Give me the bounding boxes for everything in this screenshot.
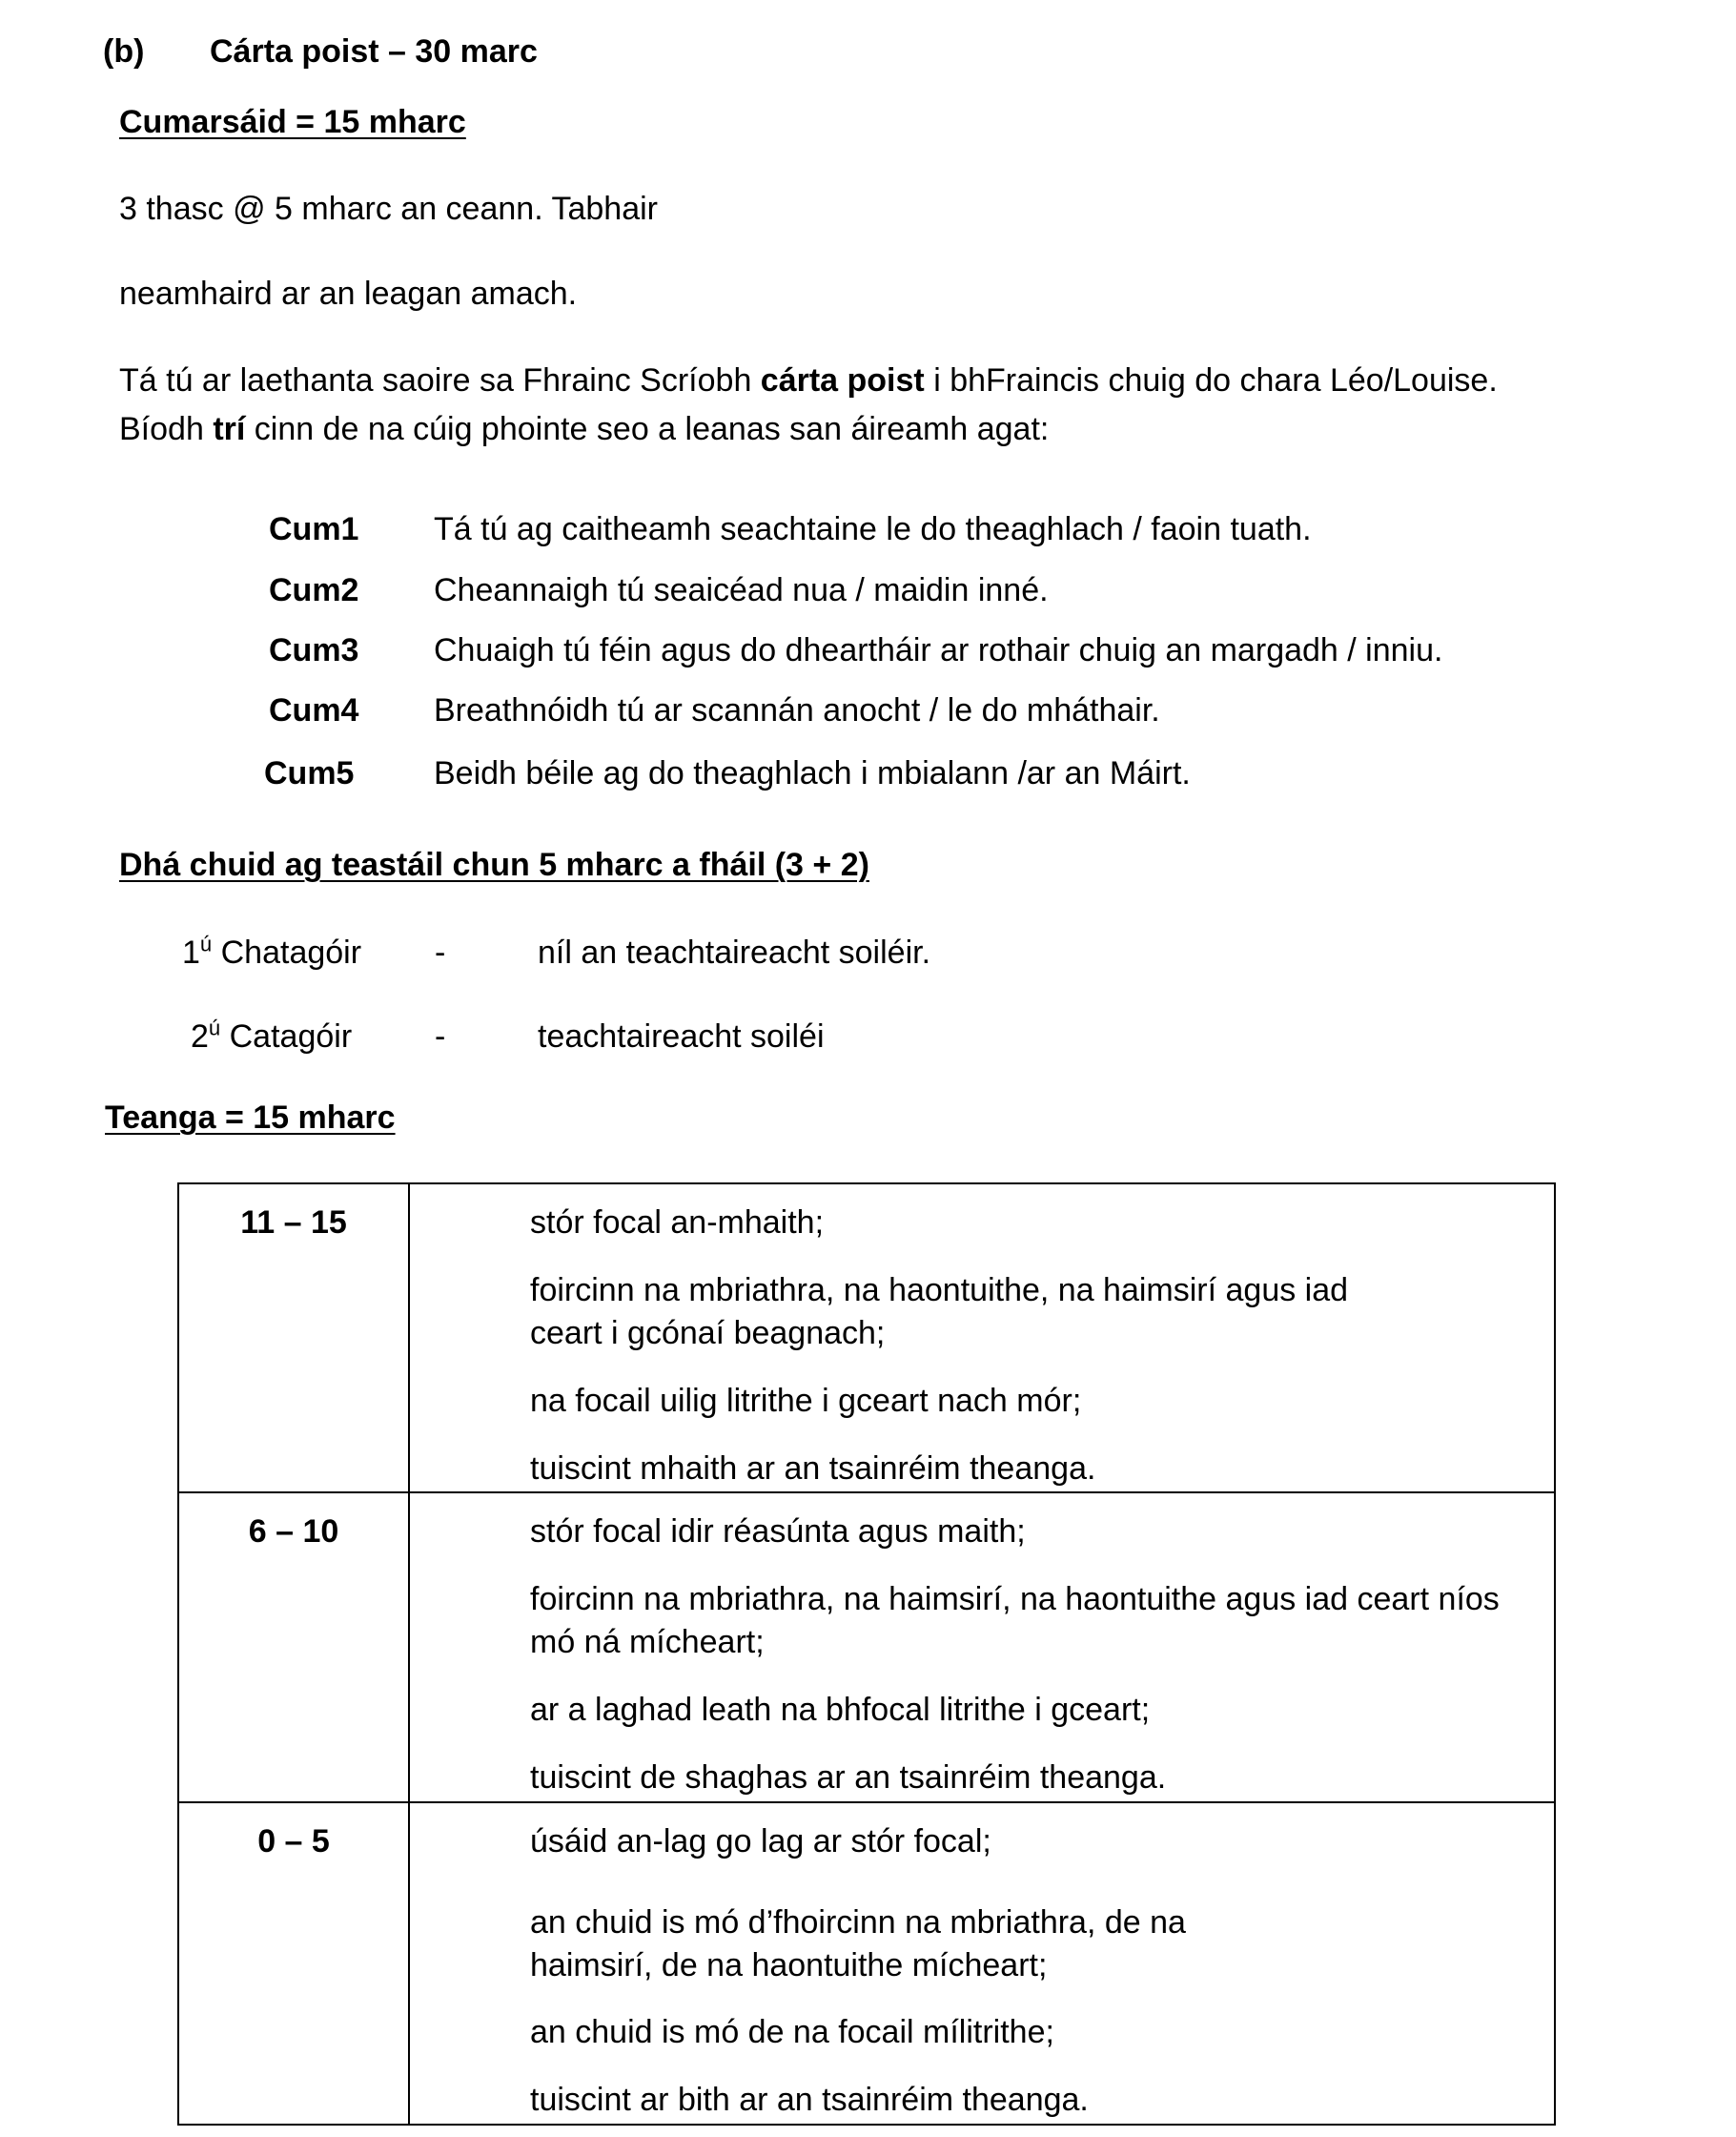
category-name: Catagóir bbox=[229, 1018, 353, 1055]
intro-line-2: neamhaird ar an leagan amach. bbox=[119, 276, 578, 312]
section-label: (b) bbox=[103, 33, 145, 70]
category-label bbox=[191, 1016, 352, 1058]
category-ordinal: ú bbox=[208, 1016, 221, 1040]
category-label bbox=[182, 932, 361, 975]
category-name: Chatagóir bbox=[220, 935, 362, 971]
point-text: Tá tú ag caitheamh seachtaine le do theaghlach / faoin tuath. bbox=[434, 511, 1312, 547]
task-line-1-text-c: i bhFraincis chuig do chara Léo/Louise. bbox=[924, 362, 1498, 399]
point-text: Chuaigh tú féin agus do dheartháir ar rothair chuig an margadh / inniu. bbox=[434, 632, 1443, 668]
table-row bbox=[178, 1802, 1555, 2125]
category-dash: - bbox=[435, 1018, 446, 1055]
criterion: an chuid is mó d’fhoircinn na mbriathra, de na haimsirí, de na haontuithe mícheart; bbox=[530, 1903, 1186, 1983]
rubric-table bbox=[177, 1182, 1556, 2126]
criterion: foircinn na mbriathra, na haontuithe, na haimsirí agus iad ceart i gcónaí beagnach; bbox=[530, 1271, 1349, 1351]
intro-line-1: 3 thasc @ 5 mharc an ceann. Tabhair bbox=[119, 191, 658, 227]
criterion: foircinn na mbriathra, na haimsirí, na haontuithe agus iad ceart níos mó ná mícheart; bbox=[530, 1581, 1500, 1661]
point-code: Cum3 bbox=[269, 632, 359, 668]
parts-heading: Dhá chuid ag teastáil chun 5 mharc a fháil (3 + 2) bbox=[119, 847, 869, 883]
task-line-1-bold: cárta poist bbox=[760, 362, 925, 399]
task-line-2-bold: trí bbox=[213, 411, 246, 447]
category-ordinal: ú bbox=[199, 932, 213, 956]
category-text: níl an teachtaireacht soiléir. bbox=[538, 935, 931, 971]
category-number: 2 bbox=[191, 1018, 209, 1055]
criterion: stór focal idir réasúnta agus maith; bbox=[530, 1513, 1026, 1551]
point-text: Beidh béile ag do theaghlach i mbialann /ar an Máirt. bbox=[434, 755, 1191, 791]
criteria-cell bbox=[409, 1492, 1555, 1801]
point-code: Cum4 bbox=[269, 692, 359, 729]
task-line-1-text-a: Tá tú ar laethanta saoire sa Fhrainc Scríobh bbox=[119, 362, 761, 399]
category-number: 1 bbox=[182, 935, 200, 971]
criteria-cell bbox=[409, 1183, 1555, 1492]
criterion: an chuid is mó de na focail mílitrithe; bbox=[530, 2014, 1054, 2051]
task-line-2-text-a: Bíodh bbox=[119, 411, 214, 447]
category-dash: - bbox=[435, 935, 446, 971]
category-text: teachtaireacht soiléi bbox=[538, 1018, 825, 1055]
criterion: na focail uilig litrithe i gceart nach mór; bbox=[530, 1382, 1082, 1419]
criterion: tuiscint ar bith ar an tsainréim theanga. bbox=[530, 2082, 1089, 2119]
criterion: ar a laghad leath na bhfocal litrithe i gceart; bbox=[530, 1692, 1151, 1728]
criterion: tuiscint mhaith ar an tsainréim theanga. bbox=[530, 1449, 1096, 1487]
table-row bbox=[178, 1492, 1555, 1801]
point-code: Cum5 bbox=[264, 755, 355, 791]
section-title: Cárta poist – 30 marc bbox=[210, 33, 538, 70]
criterion: úsáid an-lag go lag ar stór focal; bbox=[530, 1822, 991, 1860]
task-line-2-text-c: cinn de na cúig phointe seo a leanas san áireamh agat: bbox=[245, 411, 1050, 447]
criterion: tuiscint de shaghas ar an tsainréim theanga. bbox=[530, 1758, 1167, 1796]
language-heading: Teanga = 15 mharc bbox=[105, 1099, 396, 1136]
point-text: Cheannaigh tú seaicéad nua / maidin inné. bbox=[434, 572, 1049, 608]
task-line-2 bbox=[119, 408, 1049, 451]
score-range: 11 – 15 bbox=[178, 1183, 409, 1492]
point-code: Cum1 bbox=[269, 511, 359, 547]
communication-heading: Cumarsáid = 15 mharc bbox=[119, 104, 466, 140]
score-range: 0 – 5 bbox=[178, 1802, 409, 2125]
table-row bbox=[178, 1183, 1555, 1492]
criteria-cell bbox=[409, 1802, 1555, 2125]
task-line-1 bbox=[119, 360, 1498, 402]
point-code: Cum2 bbox=[269, 572, 359, 608]
criterion: stór focal an-mhaith; bbox=[530, 1204, 825, 1241]
score-range: 6 – 10 bbox=[178, 1492, 409, 1801]
point-text: Breathnóidh tú ar scannán anocht / le do mháthair. bbox=[434, 692, 1160, 729]
